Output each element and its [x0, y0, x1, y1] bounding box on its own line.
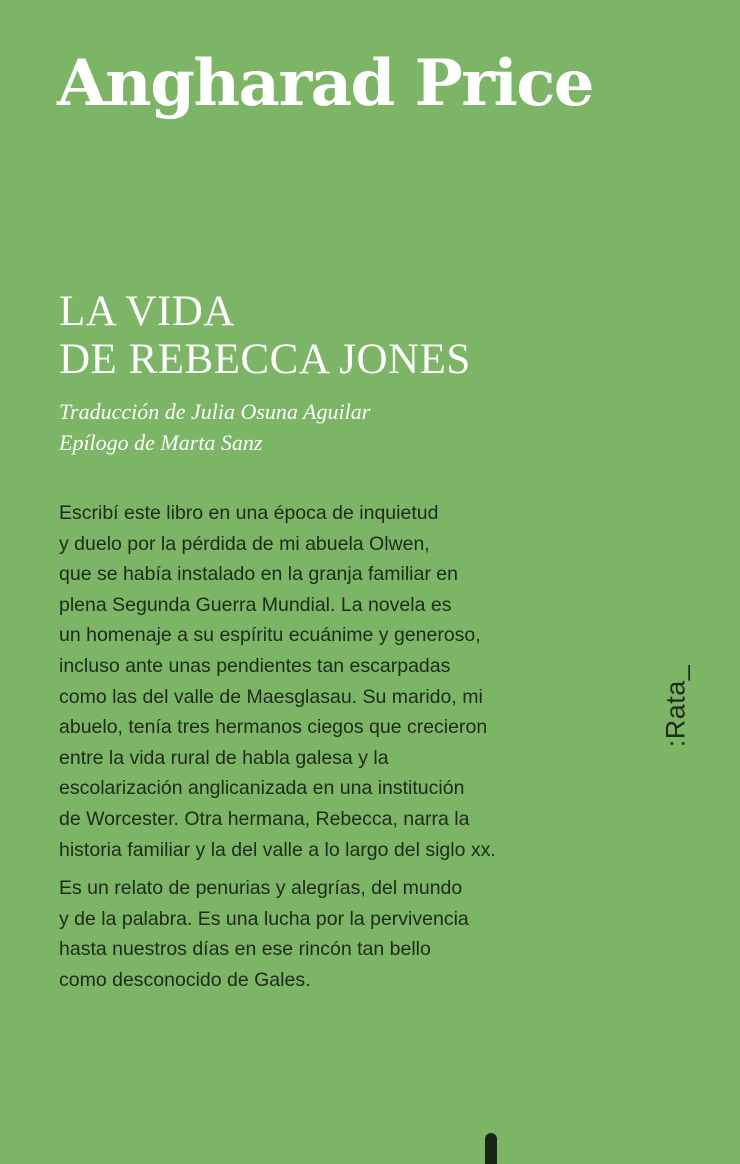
title-line-1: LA VIDA — [59, 288, 235, 335]
blurb-line: un homenaje a su espíritu ecuánime y generoso, — [59, 624, 481, 647]
blurb-line: plena Segunda Guerra Mundial. La novela es — [59, 593, 452, 616]
book-title — [59, 288, 471, 384]
epilogue-credit: Epílogo de Marta Sanz — [59, 430, 263, 455]
blurb-line: como desconocido de Gales. — [59, 968, 311, 991]
blurb-paragraph-2 — [59, 873, 599, 995]
blurb-line: de Worcester. Otra hermana, Rebecca, narra la — [59, 807, 470, 830]
blurb-line: y duelo por la pérdida de mi abuela Olwen, — [59, 532, 430, 555]
author-name: Angharad Price — [57, 46, 593, 121]
bookmark-ribbon — [485, 1133, 497, 1164]
publisher-logo: :Rata_ — [660, 664, 691, 748]
blurb-line: abuelo, tenía tres hermanos ciegos que crecieron — [59, 716, 488, 739]
blurb-line: entre la vida rural de habla galesa y la — [59, 746, 389, 769]
translation-credit: Traducción de Julia Osuna Aguilar — [59, 399, 371, 424]
blurb-line: historia familiar y la del valle a lo largo del siglo xx. — [59, 838, 496, 861]
blurb — [59, 498, 599, 996]
blurb-line: incluso ante unas pendientes tan escarpadas — [59, 654, 451, 677]
credits — [59, 396, 370, 458]
blurb-line: que se había instalado en la granja familiar en — [59, 563, 458, 586]
blurb-paragraph-1 — [59, 498, 599, 865]
blurb-line: como las del valle de Maesglasau. Su marido, mi — [59, 685, 483, 708]
blurb-line: Escribí este libro en una época de inquietud — [59, 502, 439, 524]
title-line-2: DE REBECCA JONES — [59, 336, 471, 383]
blurb-line: y de la palabra. Es una lucha por la pervivencia — [59, 907, 469, 930]
blurb-line: Es un relato de penurias y alegrías, del mundo — [59, 877, 463, 900]
blurb-line: hasta nuestros días en ese rincón tan bello — [59, 938, 431, 961]
blurb-line: escolarización anglicanizada en una institución — [59, 777, 465, 800]
